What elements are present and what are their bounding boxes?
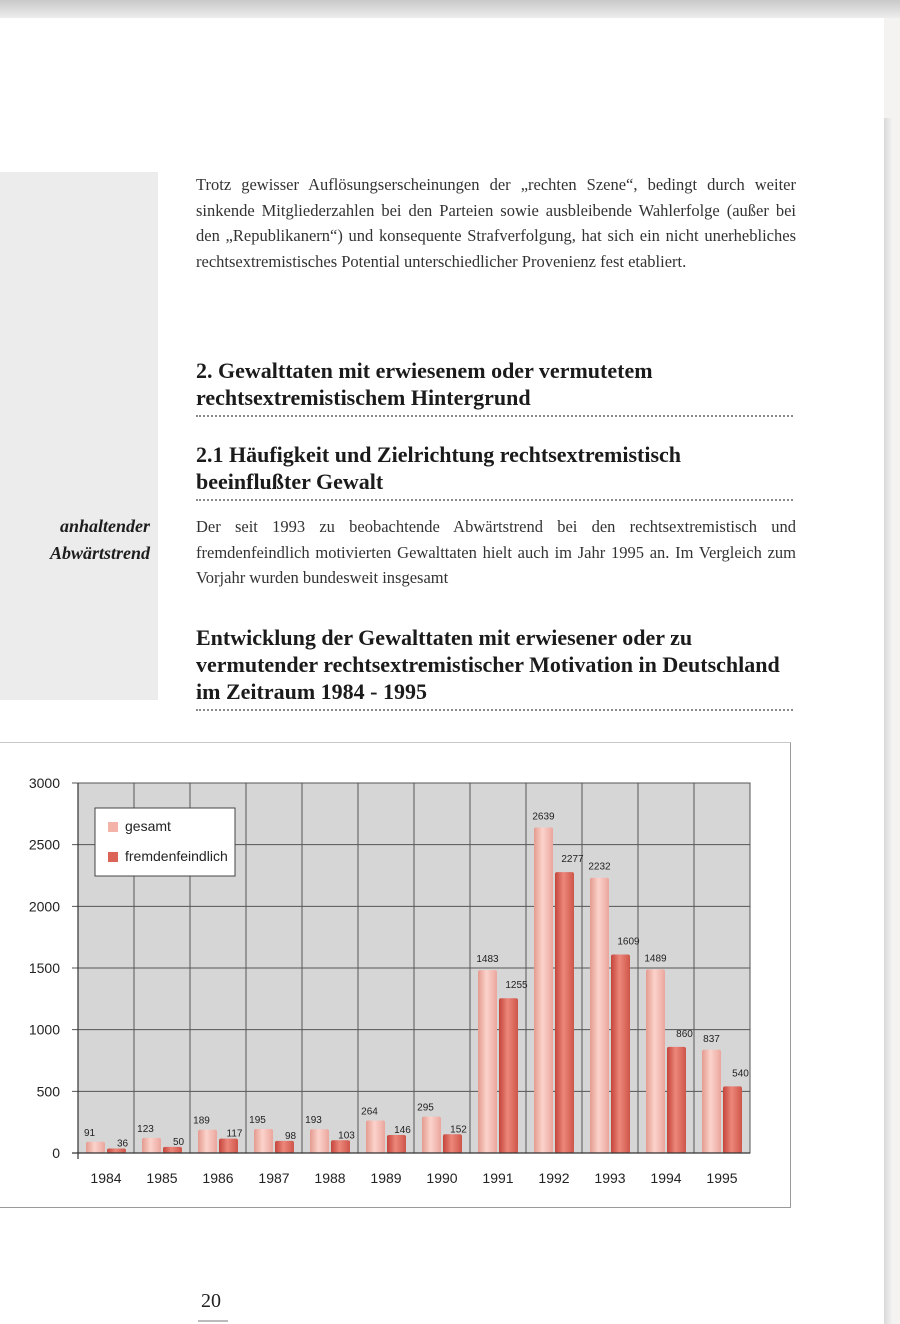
y-tick-label: 0 <box>52 1145 60 1161</box>
y-tick-label: 1500 <box>28 960 60 976</box>
bar-gesamt-1991 <box>478 970 497 1153</box>
data-label-fremdenfeindlich-1989: 146 <box>394 1124 411 1136</box>
data-label-fremdenfeindlich-1991: 1255 <box>505 980 528 992</box>
bar-fremdenfeindlich-1989 <box>387 1135 406 1153</box>
data-label-fremdenfeindlich-1995: 540 <box>732 1068 749 1080</box>
x-tick-label: 1984 <box>90 1170 122 1186</box>
y-tick-label: 500 <box>36 1083 60 1100</box>
data-label-gesamt-1995: 837 <box>703 1033 720 1045</box>
data-label-fremdenfeindlich-1987: 98 <box>284 1130 297 1142</box>
data-label-fremdenfeindlich-1990: 152 <box>450 1124 467 1136</box>
bar-gesamt-1990 <box>422 1117 441 1153</box>
data-label-fremdenfeindlich-1986: 117 <box>226 1128 243 1140</box>
legend-swatch-gesamt <box>108 822 118 832</box>
data-label-gesamt-1990: 295 <box>417 1102 434 1114</box>
chart-heading: Entwicklung der Gewalttaten mit erwiesener oder zu vermutender rechtsextremistischer Motivation in Deutschland im Zeitraum 1984 - 1995 <box>196 624 793 711</box>
bar-fremdenfeindlich-1986 <box>219 1139 238 1153</box>
bar-gesamt-1986 <box>198 1130 217 1153</box>
y-tick-label: 1000 <box>28 1021 60 1038</box>
data-label-gesamt-1992: 2639 <box>532 811 555 823</box>
chart-frame <box>0 742 791 1208</box>
violence-bar-chart <box>0 743 790 1207</box>
subsection-heading: 2.1 Häufigkeit und Zielrichtung rechtsextremistisch beeinflußter Gewalt <box>196 441 793 501</box>
bar-fremdenfeindlich-1993 <box>611 955 630 1153</box>
x-tick-label: 1989 <box>370 1170 402 1186</box>
y-tick-label: 2000 <box>28 898 60 915</box>
data-label-gesamt-1991: 1483 <box>476 954 499 966</box>
bar-fremdenfeindlich-1988 <box>331 1140 350 1153</box>
x-tick-label: 1995 <box>706 1170 738 1186</box>
bar-gesamt-1989 <box>366 1120 385 1153</box>
data-label-fremdenfeindlich-1984: 36 <box>116 1138 129 1150</box>
x-tick-label: 1987 <box>258 1170 290 1186</box>
bar-gesamt-1995 <box>702 1050 721 1153</box>
data-label-gesamt-1988: 193 <box>305 1115 322 1127</box>
x-tick-label: 1991 <box>482 1170 514 1186</box>
x-tick-label: 1985 <box>146 1170 178 1186</box>
section-heading: 2. Gewalttaten mit erwiesenem oder vermutetem rechtsextremistischem Hintergrund <box>196 357 793 417</box>
data-label-fremdenfeindlich-1993: 1609 <box>617 936 640 948</box>
bar-gesamt-1994 <box>646 969 665 1153</box>
x-tick-label: 1990 <box>426 1170 458 1186</box>
bar-fremdenfeindlich-1994 <box>667 1047 686 1153</box>
margin-band <box>0 172 158 700</box>
y-tick-label: 2500 <box>28 836 60 853</box>
bar-gesamt-1987 <box>254 1129 273 1153</box>
data-label-gesamt-1985: 123 <box>137 1123 154 1135</box>
x-tick-label: 1994 <box>650 1170 682 1186</box>
data-label-gesamt-1987: 195 <box>249 1114 266 1126</box>
legend-label-gesamt: gesamt <box>125 818 171 834</box>
scan-top-strip <box>0 0 900 18</box>
data-label-gesamt-1994: 1489 <box>644 953 667 965</box>
data-label-fremdenfeindlich-1988: 103 <box>338 1130 355 1142</box>
bar-fremdenfeindlich-1992 <box>555 872 574 1153</box>
page-number: 20 <box>201 1290 221 1312</box>
legend-label-fremdenfeindlich: fremdenfeindlich <box>125 848 228 864</box>
bar-fremdenfeindlich-1991 <box>499 998 518 1153</box>
data-label-gesamt-1984: 91 <box>83 1127 96 1139</box>
x-tick-label: 1992 <box>538 1170 570 1186</box>
x-tick-label: 1988 <box>314 1170 346 1186</box>
intro-paragraph: Trotz gewisser Auflösungserscheinungen der „rechten Szene“, bedingt durch weiter sinkende Mitgliederzahlen bei den Parteien sowie ausbleibende Wahlerfolge (außer bei den „Republikanern“) und konsequente Strafverfolgung, hat sich ein nicht unerhebliches rechtsextremistisches Potential unterschiedlicher Provenienz fest etabliert. <box>196 175 796 271</box>
data-label-gesamt-1986: 189 <box>193 1115 210 1127</box>
trend-paragraph: Der seit 1993 zu beobachtende Abwärtstrend bei den rechtsextremistisch und fremdenfeindlich motivierten Gewalttaten hielt auch im Jahr 1995 an. Im Vergleich zum Vorjahr wurden bundesweit insgesamt <box>196 517 796 587</box>
data-label-gesamt-1989: 264 <box>361 1106 378 1118</box>
bar-fremdenfeindlich-1990 <box>443 1134 462 1153</box>
data-label-fremdenfeindlich-1994: 860 <box>676 1028 693 1040</box>
y-tick-label: 3000 <box>28 775 60 791</box>
bar-gesamt-1984 <box>86 1142 105 1153</box>
bar-gesamt-1988 <box>310 1129 329 1153</box>
margin-note <box>0 513 150 567</box>
bar-fremdenfeindlich-1995 <box>723 1086 742 1153</box>
page-edge-shadow <box>884 118 892 1324</box>
margin-note-line-2: Abwärtstrend <box>49 543 150 563</box>
page-number-rule <box>198 1320 228 1322</box>
margin-note-line-1: anhaltender <box>59 516 150 536</box>
data-label-fremdenfeindlich-1992: 2277 <box>561 854 584 866</box>
x-tick-label: 1986 <box>202 1170 234 1186</box>
legend-swatch-fremdenfeindlich <box>108 852 118 862</box>
bar-gesamt-1993 <box>590 878 609 1153</box>
data-label-fremdenfeindlich-1985: 50 <box>172 1136 185 1148</box>
bar-gesamt-1992 <box>534 828 553 1153</box>
x-tick-label: 1993 <box>594 1170 626 1186</box>
bar-gesamt-1985 <box>142 1138 161 1153</box>
data-label-gesamt-1993: 2232 <box>588 861 611 873</box>
bar-fremdenfeindlich-1987 <box>275 1141 294 1153</box>
